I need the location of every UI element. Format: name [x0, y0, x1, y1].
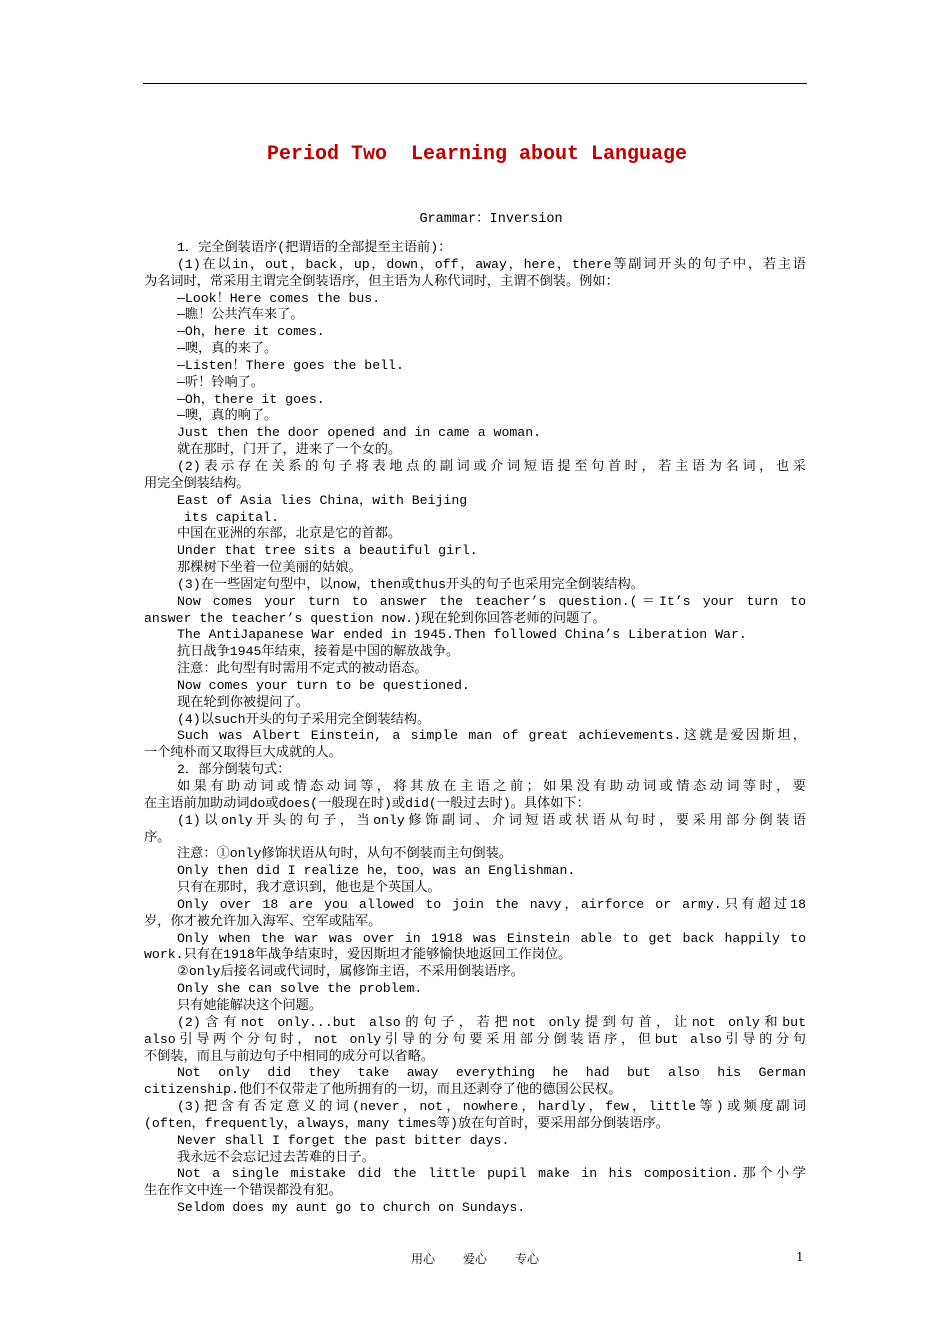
- text-line: 现在轮到你被提问了。: [177, 694, 309, 710]
- text-line: —听！铃响了。: [177, 374, 265, 390]
- text-line: 2．部分倒装句式：: [177, 762, 291, 778]
- text-line: —噢，真的响了。: [177, 408, 278, 424]
- text-line: 抗日战争1945年结束，接着是中国的解放战争。: [177, 644, 460, 660]
- text-line: Now comes your turn to answer the teacher’s question.(＝It’s your turn to: [177, 593, 806, 609]
- text-line: Only she can solve the problem.: [177, 981, 423, 997]
- text-line: East of Asia lies China，with Beijing: [177, 492, 468, 508]
- text-line: 用完全倒装结构。: [144, 475, 250, 491]
- page-footer: [0, 1250, 950, 1267]
- text-line: —Listen！There goes the bell.: [177, 357, 404, 373]
- text-line: 只有在那时，我才意识到，他也是个英国人。: [177, 880, 441, 896]
- text-line: 在主语前加助动词do或does(一般现在时)或did(一般过去时)。具体如下：: [144, 795, 590, 811]
- text-line: Only when the war was over in 1918 was Einstein able to get back happily to: [177, 930, 806, 946]
- text-line: Under that tree sits a beautiful girl.: [177, 543, 478, 559]
- text-line: 中国在亚洲的东部，北京是它的首都。: [177, 526, 402, 542]
- text-line: (1)以only开头的句子，当only修饰副词、介词短语或状语从句时，要采用部分倒装语: [177, 812, 806, 828]
- text-line: Never shall I forget the past bitter days.: [177, 1132, 510, 1148]
- header-rule: [143, 83, 807, 84]
- text-line: its capital.: [184, 509, 279, 525]
- footer-text-middle: 爱心: [462, 1252, 487, 1266]
- text-line: 如果有助动词或情态动词等，将其放在主语之前；如果没有助动词或情态动词等时，要: [177, 779, 806, 794]
- text-line: (2)含有not only...but also的句子，若把not only提到句首，让not only和but: [177, 1014, 806, 1030]
- text-line: 我永远不会忘记过去苦难的日子。: [177, 1149, 375, 1165]
- text-line: 那棵树下坐着一位美丽的姑娘。: [177, 560, 362, 576]
- text-line: Now comes your turn to be questioned.: [177, 677, 470, 693]
- page-title: Period Two Learning about Language: [266, 143, 688, 166]
- text-line: 一个纯朴而又取得巨大成就的人。: [144, 745, 342, 761]
- document-body: [144, 240, 806, 1217]
- text-line: 就在那时，门开了，进来了一个女的。: [177, 442, 402, 458]
- text-line: (often，frequently，always，many times等)放在句首时，要采用部分倒装语序。: [144, 1115, 669, 1131]
- text-line: (1)在以in，out，back，up，down，off，away，here，there等副词开头的句子中，若主语: [177, 256, 806, 272]
- text-line: —Oh，there it goes.: [177, 391, 325, 407]
- text-line: 不倒装，而且与前边句子中相同的成分可以省略。: [144, 1048, 435, 1064]
- text-line: 生在作文中连一个错误都没有犯。: [144, 1183, 342, 1199]
- text-line: 岁，你才被允许加入海军、空军或陆军。: [144, 913, 382, 929]
- section-subtitle: Grammar：Inversion: [419, 212, 563, 227]
- text-line: citizenship.他们不仅带走了他所拥有的一切，而且还剥夺了他的德国公民权。: [144, 1082, 622, 1098]
- text-line: —Oh，here it comes.: [177, 324, 325, 340]
- text-line: 只有她能解决这个问题。: [177, 997, 323, 1013]
- text-line: 1．完全倒装语序(把谓语的全部提至主语前)：: [177, 240, 452, 255]
- text-line: —噢，真的来了。: [177, 341, 278, 357]
- text-line: also引导两个分句时，not only引导的分句要采用部分倒装语序，但but also引导的分句: [144, 1031, 806, 1047]
- text-line: —瞧！公共汽车来了。: [177, 307, 304, 323]
- text-line: Just then the door opened and in came a woman.: [177, 425, 542, 441]
- page-number: 1: [796, 1250, 804, 1264]
- text-line: (3)把含有否定意义的词(never，not，nowhere，hardly，few，little等)或频度副词: [177, 1099, 806, 1115]
- text-line: work.只有在1918年战争结束时，爱因斯坦才能够愉快地返回工作岗位。: [144, 947, 572, 963]
- text-line: Such was Albert Einstein, a simple man of great achievements.这就是爱因斯坦，: [177, 728, 806, 744]
- text-line: Not only did they take away everything he had but also his German: [177, 1065, 806, 1081]
- text-line: —Look！Here comes the bus.: [177, 290, 381, 306]
- text-line: Not a single mistake did the little pupil make in his composition.那个小学: [177, 1166, 806, 1182]
- text-line: Only over 18 are you allowed to join the navy，airforce or army.只有超过18: [177, 896, 806, 912]
- text-line: (2)表示存在关系的句子将表地点的副词或介词短语提至句首时，若主语为名词，也采: [177, 458, 806, 474]
- text-line: 为名词时，常采用主谓完全倒装语序，但主语为人称代词时，主谓不倒装。例如：: [144, 273, 619, 289]
- text-line: Only then did I realize he，too，was an Englishman.: [177, 863, 576, 879]
- text-line: 序。: [144, 829, 171, 845]
- footer-text-right: 专心: [515, 1252, 540, 1266]
- text-line: 注意：①only修饰状语从句时，从句不倒装而主句倒装。: [177, 846, 512, 862]
- text-line: ②only后接名词或代词时，属修饰主语，不采用倒装语序。: [177, 964, 524, 980]
- text-line: answer the teacher’s question now.)现在轮到你回答老师的问题了。: [144, 610, 606, 626]
- footer-text-left: 用心: [410, 1252, 435, 1266]
- text-line: (4)以such开头的句子采用完全倒装结构。: [177, 711, 431, 727]
- text-line: The AntiJapanese War ended in 1945.Then followed China’s Liberation War.: [177, 627, 747, 643]
- text-line: 注意：此句型有时需用不定式的被动语态。: [177, 661, 428, 677]
- text-line: (3)在一些固定句型中，以now，then或thus开头的句子也采用完全倒装结构。: [177, 576, 644, 592]
- text-line: Seldom does my aunt go to church on Sundays.: [177, 1200, 526, 1216]
